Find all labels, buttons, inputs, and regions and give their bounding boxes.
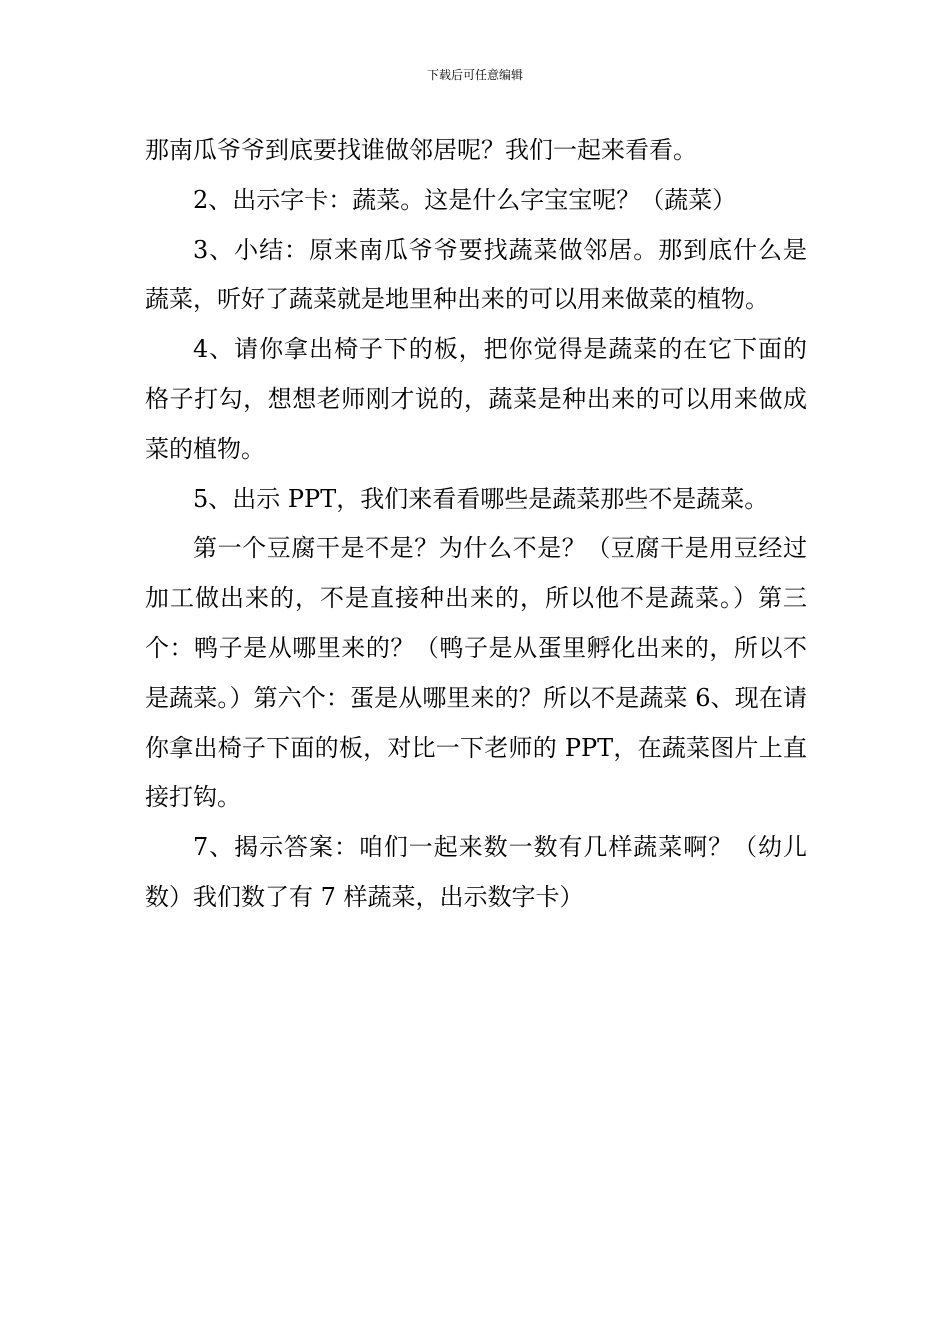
paragraph-continuation: 那南瓜爷爷到底要找谁做邻居呢？我们一起来看看。 (145, 136, 697, 164)
paragraph-step-7: 7、揭示答案：咱们一起来数一数有几样蔬菜啊？（幼儿数）我们数了有 7 样蔬菜，出示数字卡） (145, 833, 807, 911)
paragraph-examples: 第一个豆腐干是不是？为什么不是？（豆腐干是用豆经过加工做出来的，不是直接种出来的，所以他不是蔬菜。）第三个：鸭子是从哪里来的？（鸭子是从蛋里孵化出来的，所以不是蔬菜。）第六个：蛋是从哪里来的？所以不是蔬菜 6、现在请你拿出椅子下面的板，对比一下老师的 PPT，在蔬菜图片上直接打钩。 (145, 534, 807, 812)
paragraph-step-3: 3、小结：原来南瓜爷爷要找蔬菜做邻居。那到底什么是蔬菜，听好了蔬菜就是地里种出来的可以用来做菜的植物。 (145, 235, 807, 314)
document-body (145, 126, 807, 923)
paragraph-step-5: 5、出示 PPT，我们来看看哪些是蔬菜那些不是蔬菜。 (193, 484, 769, 513)
page-header: 下载后可任意编辑 (426, 68, 523, 82)
paragraph-step-4: 4、请你拿出椅子下的板，把你觉得是蔬菜的在它下面的格子打勾，想想老师刚才说的，蔬菜是种出来的可以用来做成菜的植物。 (145, 335, 807, 463)
paragraph-step-2: 2、出示字卡：蔬菜。这是什么字宝宝呢？（蔬菜） (193, 185, 737, 214)
